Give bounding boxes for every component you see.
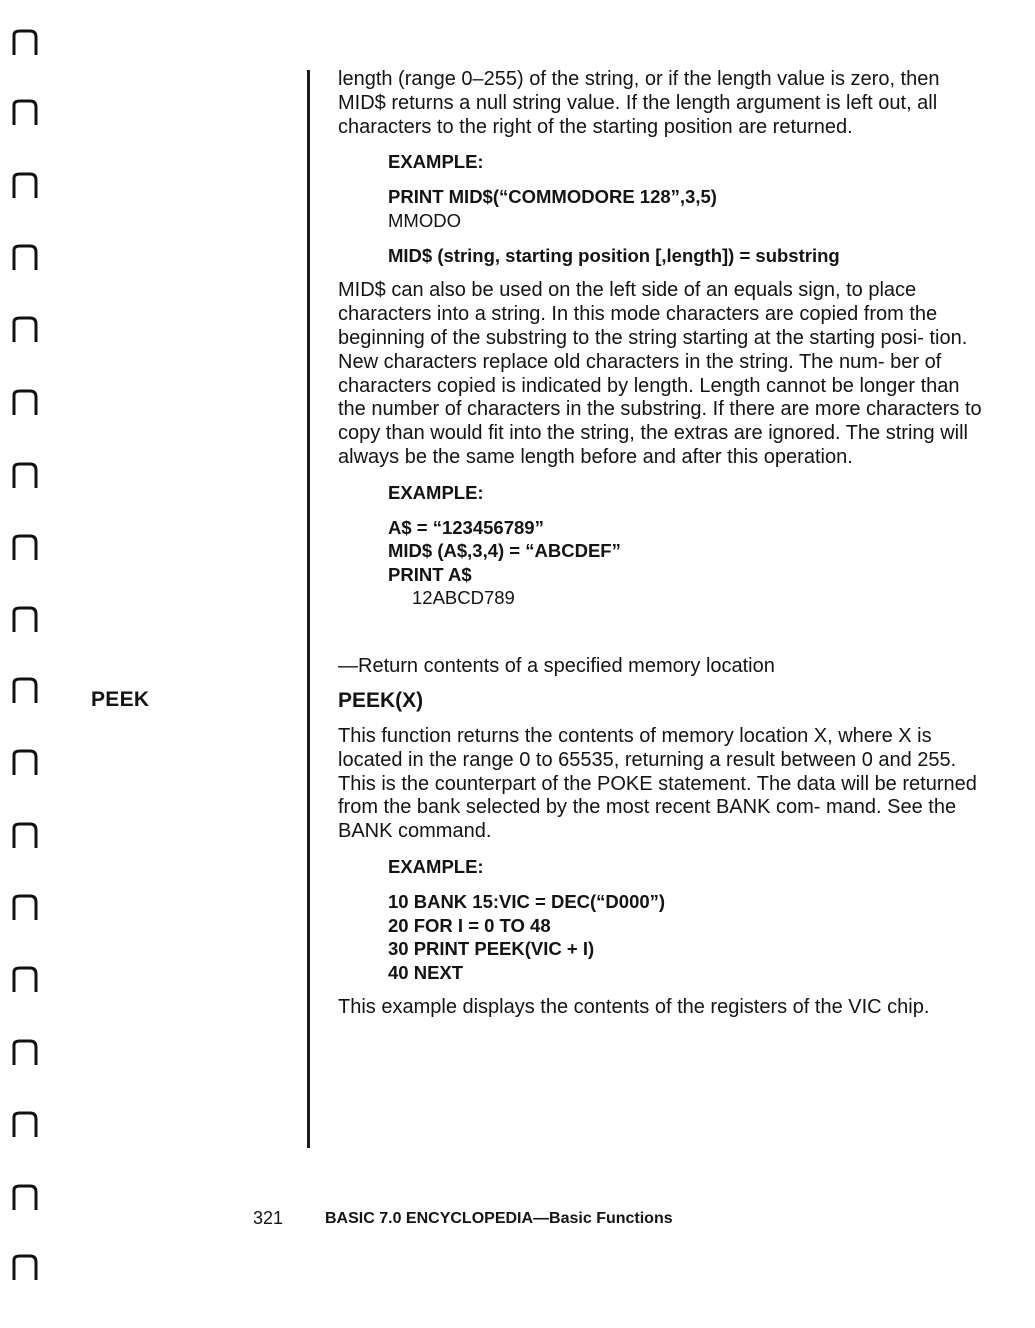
binding-ring-icon	[10, 890, 42, 942]
section-keyword: PEEK	[91, 688, 150, 711]
code-line: 40 NEXT	[388, 961, 464, 983]
binding-ring-icon	[10, 602, 42, 654]
syntax-line: MID$ (string, starting position [,length]) = substring	[388, 244, 840, 266]
binding-ring-icon	[10, 962, 42, 1014]
code-line: PRINT A$	[388, 563, 472, 585]
binding-ring-icon	[10, 95, 42, 147]
peek-body-paragraph: This function returns the contents of memory location X, where X is located in the range 0 to 65535, returning a result between 0 and 255. This is the counterpart of the POKE statement. The data will be returned from the bank selected by the most recent BANK com- mand. See the BANK command.	[338, 725, 977, 843]
binding-ring-icon	[10, 673, 42, 725]
page-number: 321	[253, 1208, 284, 1228]
binding-ring-icon	[10, 168, 42, 220]
footer-title-bold: BASIC 7.0 ENCYCLOPEDIA—	[325, 1210, 550, 1227]
binding-ring-icon	[10, 1180, 42, 1232]
binding-ring-icon	[10, 745, 42, 797]
binding-ring-icon	[10, 240, 42, 292]
code-line: 20 FOR I = 0 TO 48	[388, 914, 551, 936]
binding-ring-icon	[10, 1107, 42, 1159]
peek-description: —Return contents of a specified memory location	[338, 655, 775, 678]
spiral-binding	[10, 25, 50, 1305]
code-line: MID$ (A$,3,4) = “ABCDEF”	[388, 540, 621, 562]
peek-syntax: PEEK(X)	[338, 689, 424, 713]
peek-closing-paragraph: This example displays the contents of the registers of the VIC chip.	[338, 996, 930, 1019]
code-line: A$ = “123456789”	[388, 516, 544, 538]
code-line: 10 BANK 15:VIC = DEC(“D000”)	[388, 891, 666, 913]
running-footer	[325, 1210, 673, 1228]
binding-ring-icon	[10, 1035, 42, 1087]
binding-ring-icon	[10, 458, 42, 510]
code-output: 12ABCD789	[412, 587, 515, 609]
example-heading: EXAMPLE:	[388, 856, 484, 878]
code-output: MMODO	[388, 209, 461, 231]
mid-body-paragraph: MID$ can also be used on the left side of an equals sign, to place characters into a string. In this mode characters are copied from the beginning of the substring to the string starting at the starting posi- tion. New characters replace old characters in the string. The num- ber of characters copied is indicated by length. Length cannot be longer than the number of characters in the substring. If there are more characters to copy than would fit into the string, the extras are ignored. The string will always be the same length before and after this operation.	[338, 279, 982, 468]
example-heading: EXAMPLE:	[388, 151, 484, 173]
code-line: 30 PRINT PEEK(VIC + I)	[388, 938, 595, 960]
binding-ring-icon	[10, 385, 42, 437]
binding-ring-icon	[10, 530, 42, 582]
mid-intro-paragraph: length (range 0–255) of the string, or if the length value is zero, then MID$ returns a null string value. If the length argument is left out, all characters to the right of the starting position are returned.	[338, 68, 940, 138]
example-heading: EXAMPLE:	[388, 481, 484, 503]
main-column	[338, 68, 986, 1020]
column-divider	[307, 70, 310, 1148]
code-line: PRINT MID$(“COMMODORE 128”,3,5)	[388, 186, 717, 208]
binding-ring-icon	[10, 25, 42, 77]
binding-ring-icon	[10, 312, 42, 364]
footer-title-section: Basic Functions	[549, 1210, 673, 1227]
binding-ring-icon	[10, 1250, 42, 1302]
binding-ring-icon	[10, 818, 42, 870]
